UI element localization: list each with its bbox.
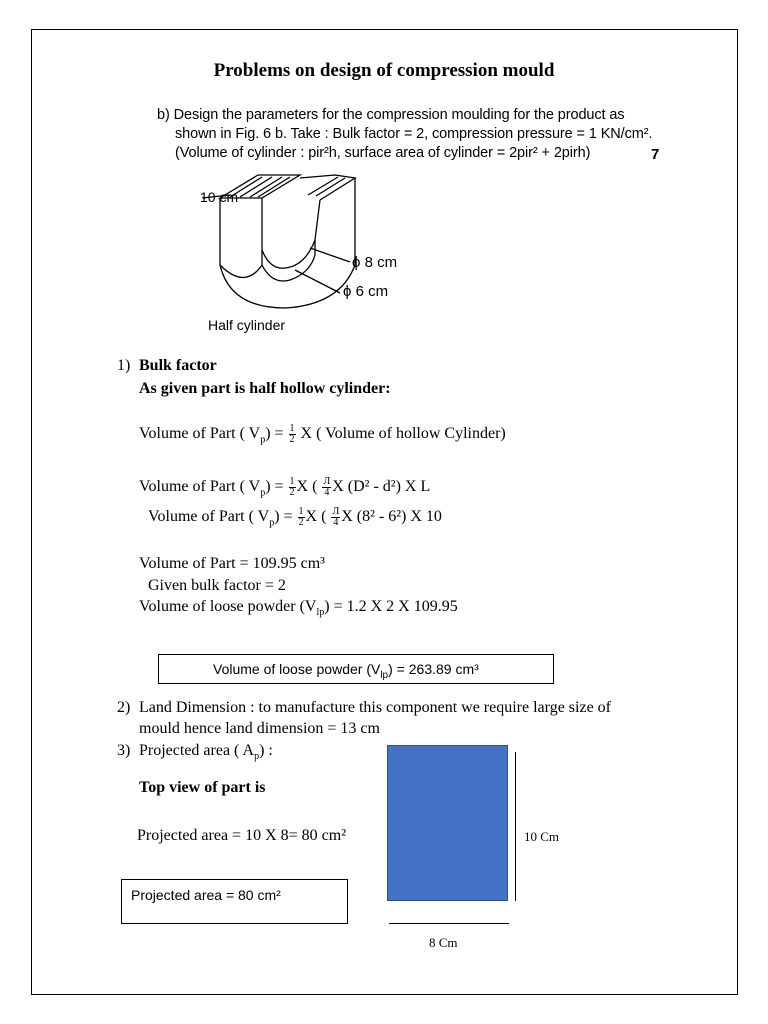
eq-text: X (: [305, 508, 327, 526]
equation-volume-values: [148, 507, 442, 528]
eq-sub: lp: [380, 669, 389, 681]
fraction-pi: [331, 507, 340, 528]
eq-text: Projected area ( A: [139, 742, 255, 759]
problem-statement: [157, 106, 677, 163]
top-view-heading: Top view of part is: [139, 779, 266, 796]
land-dimension-line: mould hence land dimension = 13 cm: [139, 720, 380, 737]
equation-volume-part: [139, 424, 506, 445]
eq-text: X (: [296, 478, 318, 496]
marks-value: 7: [651, 146, 660, 163]
eq-text: Volume of Part ( V: [139, 478, 261, 496]
problem-line: b) Design the parameters for the compression moulding for the product as: [157, 107, 625, 123]
height-dimension-line: [515, 752, 516, 901]
eq-text: ) =: [265, 425, 288, 443]
step-subheading: As given part is half hollow cylinder:: [139, 380, 391, 397]
eq-text: Volume of loose powder (V: [139, 598, 317, 615]
eq-text: ) =: [265, 478, 288, 496]
land-dimension-line: Land Dimension : to manufacture this component we require large size of: [139, 699, 611, 716]
frac-num: Л: [323, 476, 331, 487]
height-dimension-label: 10 Cm: [524, 829, 560, 844]
eq-sub: lp: [316, 607, 325, 619]
step-number: 1): [117, 357, 131, 374]
projected-area-heading: [139, 742, 273, 762]
frac-num: 1: [298, 506, 304, 517]
width-dimension-label: 8 Cm: [429, 935, 458, 950]
step-heading: Bulk factor: [139, 357, 217, 374]
step-number: 3): [117, 742, 131, 759]
eq-text: ) :: [259, 742, 273, 759]
eq-text: ) = 1.2 X 2 X 109.95: [324, 598, 458, 615]
frac-den: 2: [289, 487, 295, 498]
eq-text: Volume of Part ( V: [139, 425, 261, 443]
eq-sub: p: [269, 517, 275, 529]
top-view-rectangle: [387, 745, 508, 901]
problem-line: (Volume of cylinder : pir²h, surface area of cylinder = 2pir² + 2pirh): [175, 145, 591, 161]
frac-num: 1: [289, 476, 295, 487]
frac-den: 2: [289, 434, 295, 445]
width-dimension-line: [389, 923, 509, 924]
frac-den: 4: [324, 487, 330, 498]
eq-sub: p: [260, 434, 266, 446]
frac-den: 4: [333, 517, 339, 528]
projected-area-result: Projected area = 80 cm²: [131, 887, 281, 903]
eq-text: X (D² - d²) X L: [332, 478, 431, 496]
fraction-pi: [322, 477, 331, 498]
frac-num: Л: [332, 506, 340, 517]
eq-sub: p: [260, 487, 266, 499]
volume-result: Volume of Part = 109.95 cm³: [139, 555, 325, 572]
frac-num: 1: [289, 423, 295, 434]
eq-text: ) = 263.89 cm³: [388, 661, 479, 677]
fraction-half: [289, 477, 296, 498]
step-number: 2): [117, 699, 131, 716]
frac-den: 2: [298, 517, 304, 528]
inner-diameter-label: ϕ 6 cm: [343, 283, 389, 300]
eq-text: X ( Volume of hollow Cylinder): [296, 425, 506, 443]
equation-volume-formula: [139, 477, 430, 498]
eq-text: Volume of Part ( V: [148, 508, 270, 526]
fraction-half: [298, 507, 305, 528]
outer-diameter-label: ϕ 8 cm: [352, 254, 398, 271]
eq-text: ) =: [274, 508, 297, 526]
problem-line: shown in Fig. 6 b. Take : Bulk factor = 2, compression pressure = 1 KN/cm².: [175, 126, 653, 142]
length-label: 10 cm: [200, 189, 239, 205]
eq-sub: p: [254, 751, 260, 763]
fraction-half: [289, 424, 296, 445]
projected-area-calc: Projected area = 10 X 8= 80 cm²: [137, 827, 346, 844]
page-title: Problems on design of compression mould: [213, 60, 555, 81]
bulk-factor-text: Given bulk factor = 2: [148, 577, 286, 594]
eq-text: X (8² - 6²) X 10: [341, 508, 442, 526]
loose-powder-result: [213, 661, 479, 681]
eq-text: Volume of loose powder (V: [213, 661, 381, 677]
figure-caption: Half cylinder: [208, 317, 286, 333]
loose-powder-equation: [139, 598, 458, 618]
